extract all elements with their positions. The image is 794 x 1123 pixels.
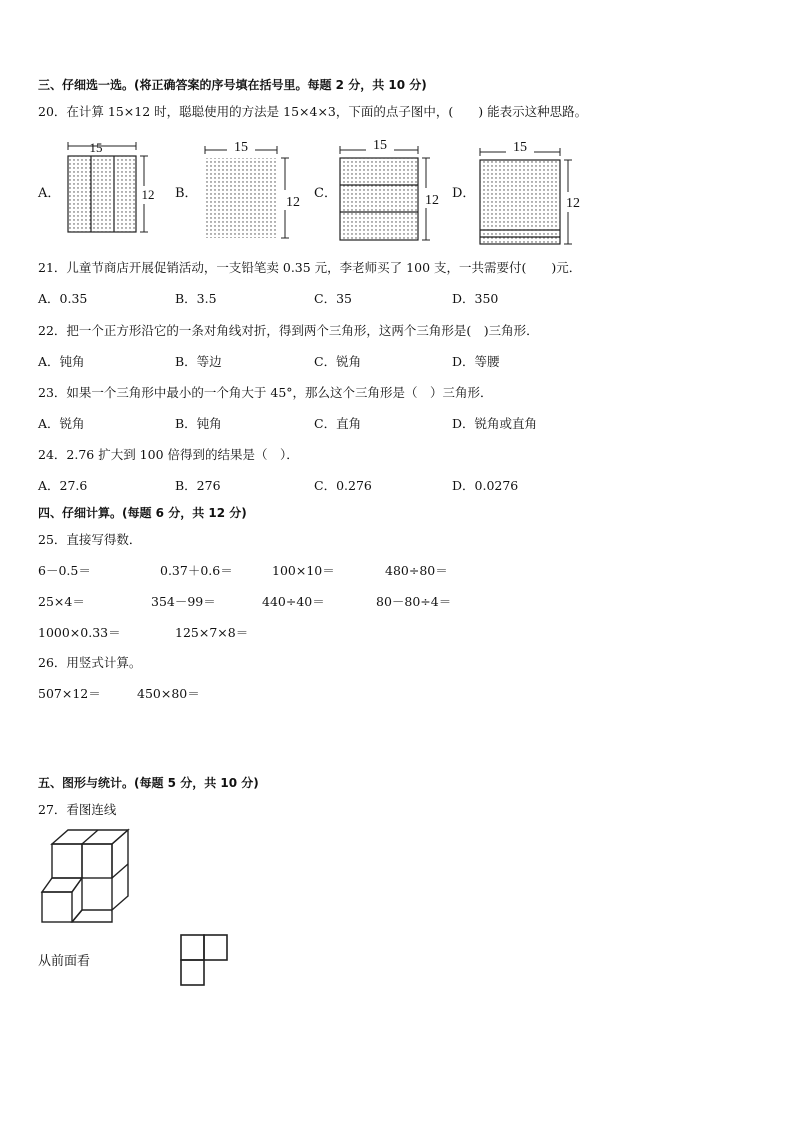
q23-option-d: D．锐角或直角 — [452, 416, 538, 431]
q25-item: 480÷80＝ — [385, 563, 448, 578]
q22-option-b: B．等边 — [175, 354, 222, 369]
question-27-text: 27．看图连线 — [38, 802, 117, 817]
q25-item: 100×10＝ — [272, 563, 335, 578]
section-3-heading: 三、仔细选一选。(将正确答案的序号填在括号里。每题 2 分，共 10 分) — [38, 78, 427, 92]
q24-option-d: D．0.0276 — [452, 478, 519, 493]
question-21-text: 21．儿童节商店开展促销活动，一支铅笔卖 0.35 元，李老师买了 100 支，一共需要付( )元． — [38, 260, 582, 275]
q21-option-d: D．350 — [452, 291, 499, 306]
q25-item: 25×4＝ — [38, 594, 85, 609]
q25-item: 440÷40＝ — [262, 594, 325, 609]
q20-b-width-label: 15 — [234, 140, 248, 155]
question-23-text: 23．如果一个三角形中最小的一个角大于 45°，那么这个三角形是（ ）三角形． — [38, 385, 493, 400]
q21-option-b: B．3.5 — [175, 291, 217, 306]
q20-c-width-label: 15 — [373, 138, 387, 153]
q20-a-height-label: 12 — [141, 187, 155, 202]
q20-option-c-label: C． — [314, 186, 337, 201]
q25-item: 125×7×8＝ — [175, 625, 249, 640]
question-22-text: 22．把一个正方形沿它的一条对角线对折，得到两个三角形，这两个三角形是( )三角形． — [38, 323, 539, 338]
q20-c-height-label: 12 — [425, 193, 439, 208]
q27-view-label: 从前面看 — [38, 954, 91, 969]
q25-item: 354－99＝ — [151, 594, 216, 609]
q27-cube-figure — [38, 826, 134, 926]
section-5-heading: 五、图形与统计。(每题 5 分，共 10 分) — [38, 776, 259, 790]
question-26-text: 26．用竖式计算。 — [38, 655, 142, 670]
q21-option-c: C．35 — [314, 291, 352, 306]
question-24-text: 24．2.76 扩大到 100 倍得到的结果是（ ）． — [38, 447, 299, 462]
q23-option-a: A．锐角 — [38, 416, 85, 431]
q27-front-view-shape — [178, 933, 230, 987]
q20-option-b-label: B． — [175, 186, 198, 201]
q20-a-width-label: 15 — [89, 140, 103, 155]
q23-option-c: C．直角 — [314, 416, 362, 431]
question-20-text: 20．在计算 15×12 时，聪聪使用的方法是 15×4×3，下面的点子图中，( ) 能表示这种思路。 — [38, 104, 588, 119]
q25-item: 1000×0.33＝ — [38, 625, 121, 640]
q20-b-height-label: 12 — [286, 195, 300, 210]
q24-option-c: C．0.276 — [314, 478, 372, 493]
q20-d-height-label: 12 — [566, 196, 580, 211]
q22-option-a: A．钝角 — [38, 354, 85, 369]
q25-item: 0.37＋0.6＝ — [160, 563, 233, 578]
question-25-text: 25．直接写得数． — [38, 532, 142, 547]
section-4-heading: 四、仔细计算。(每题 6 分，共 12 分) — [38, 506, 247, 520]
q24-option-b: B．276 — [175, 478, 221, 493]
q20-figure-a — [60, 138, 160, 238]
q20-option-a-label: A． — [38, 186, 61, 201]
q20-figure-c — [334, 136, 446, 244]
q20-d-width-label: 15 — [513, 140, 527, 155]
q20-figure-b — [197, 136, 307, 244]
q20-option-d-label: D． — [452, 186, 476, 201]
q22-option-d: D．等腰 — [452, 354, 500, 369]
q25-item: 80－80÷4＝ — [376, 594, 452, 609]
q23-option-b: B．钝角 — [175, 416, 222, 431]
q25-item: 6－0.5＝ — [38, 563, 91, 578]
q20-figure-d — [474, 136, 586, 248]
q26-item: 450×80＝ — [137, 686, 200, 701]
q24-option-a: A．27.6 — [38, 478, 88, 493]
q26-item: 507×12＝ — [38, 686, 101, 701]
q22-option-c: C．锐角 — [314, 354, 362, 369]
q21-option-a: A．0.35 — [38, 291, 88, 306]
